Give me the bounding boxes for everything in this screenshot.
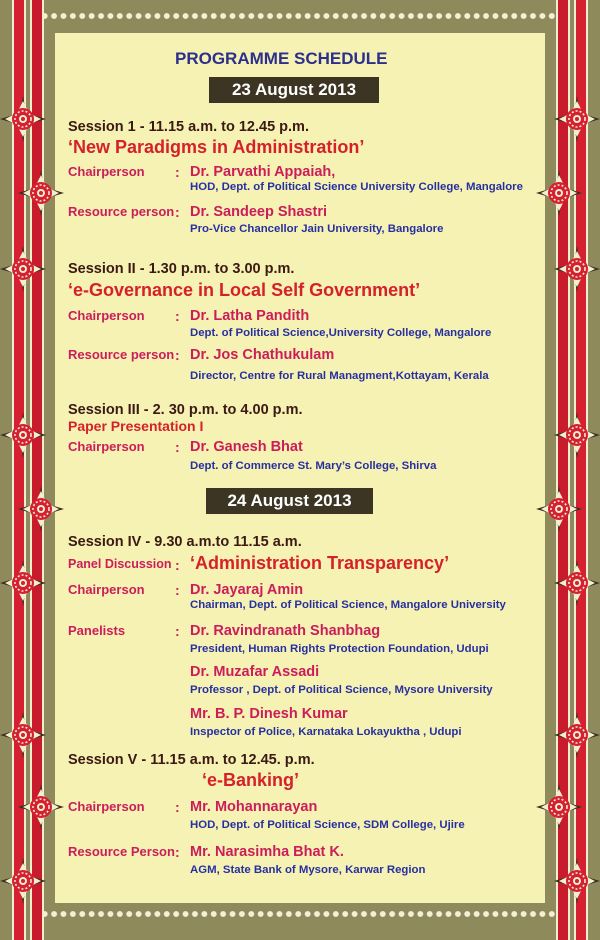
session4-chair-affiliation: Chairman, Dept. of Political Science, Mangalore University xyxy=(190,599,506,611)
session2-chair-label: Chairperson xyxy=(68,308,145,323)
session2-heading: Session II - 1.30 p.m. to 3.00 p.m. xyxy=(68,261,295,277)
session1-theme: ‘New Paradigms in Administration’ xyxy=(68,137,365,157)
session5-chair-affiliation: HOD, Dept. of Political Science, SDM College, Ujire xyxy=(190,819,465,831)
panelist-affiliation: President, Human Rights Protection Foundation, Udupi xyxy=(190,643,489,655)
rosette-icon xyxy=(0,712,46,758)
rosette-icon xyxy=(0,560,46,606)
session3-chair-label: Chairperson xyxy=(68,439,145,454)
session2-chair-name: Dr. Latha Pandith xyxy=(190,308,310,324)
panelist-name: Dr. Ravindranath Shanbhag xyxy=(190,623,381,639)
session5-heading: Session V - 11.15 a.m. to 12.45. p.m. xyxy=(68,752,315,768)
dotted-border-bottom xyxy=(40,909,560,919)
session5-chair-name: Mr. Mohannarayan xyxy=(190,799,318,815)
rosette-icon xyxy=(554,712,600,758)
session1-chair-affiliation: HOD, Dept. of Political Science University College, Mangalore xyxy=(190,181,523,193)
session5-theme: ‘e-Banking’ xyxy=(202,770,300,790)
session2-theme: ‘e-Governance in Local Self Government’ xyxy=(68,280,421,300)
separator: : xyxy=(175,623,180,639)
session1-chair-name: Dr. Parvathi Appaiah, xyxy=(190,164,336,180)
date-badge-day1: 23 August 2013 xyxy=(209,77,379,103)
session2-resource-name: Dr. Jos Chathukulam xyxy=(190,347,335,363)
session1-heading: Session 1 - 11.15 a.m. to 12.45 p.m. xyxy=(68,119,309,135)
session4-panel-label: Panel Discussion xyxy=(68,557,172,571)
session5-resource-affiliation: AGM, State Bank of Mysore, Karwar Region xyxy=(190,864,426,876)
rosette-icon xyxy=(536,486,582,532)
rosette-icon xyxy=(554,560,600,606)
session5-chair-label: Chairperson xyxy=(68,799,145,814)
session2-resource-label: Resource person xyxy=(68,347,175,362)
rosette-icon xyxy=(554,412,600,458)
session4-chair-label: Chairperson xyxy=(68,582,145,597)
session2-resource-affiliation: Director, Centre for Rural Managment,Kottayam, Kerala xyxy=(190,370,489,382)
rosette-icon xyxy=(554,96,600,142)
rosette-icon xyxy=(536,784,582,830)
session5-resource-label: Resource Person xyxy=(68,844,175,859)
rosette-icon xyxy=(0,412,46,458)
panelist-affiliation: Inspector of Police, Karnataka Lokayuktha , Udupi xyxy=(190,726,462,738)
separator: : xyxy=(175,844,180,860)
session3-subheading: Paper Presentation I xyxy=(68,418,204,434)
rosette-icon xyxy=(536,170,582,216)
panelist-name: Dr. Muzafar Assadi xyxy=(190,664,320,680)
session5-resource-name: Mr. Narasimha Bhat K. xyxy=(190,844,344,860)
panelist-affiliation: Professor , Dept. of Political Science, Mysore University xyxy=(190,684,493,696)
separator: : xyxy=(175,164,180,180)
dotted-border-top xyxy=(40,11,560,21)
session2-chair-affiliation: Dept. of Political Science,University College, Mangalore xyxy=(190,327,492,339)
session3-chair-affiliation: Dept. of Commerce St. Mary’s College, Shirva xyxy=(190,460,437,472)
session1-chair-label: Chairperson xyxy=(68,164,145,179)
panelist-name: Mr. B. P. Dinesh Kumar xyxy=(190,706,348,722)
rosette-icon xyxy=(554,858,600,904)
rosette-icon xyxy=(18,486,64,532)
separator: : xyxy=(175,582,180,598)
separator: : xyxy=(175,308,180,324)
rosette-icon xyxy=(18,784,64,830)
page-title: PROGRAMME SCHEDULE xyxy=(175,49,388,68)
session4-panelists-label: Panelists xyxy=(68,623,126,638)
session4-theme: ‘Administration Transparency’ xyxy=(190,553,450,573)
rosette-icon xyxy=(18,170,64,216)
rosette-icon xyxy=(0,96,46,142)
session1-resource-name: Dr. Sandeep Shastri xyxy=(190,204,327,220)
rosette-icon xyxy=(0,246,46,292)
separator: : xyxy=(175,439,180,455)
session3-heading: Session III - 2. 30 p.m. to 4.00 p.m. xyxy=(68,402,303,418)
session4-chair-name: Dr. Jayaraj Amin xyxy=(190,582,304,598)
rosette-icon xyxy=(0,858,46,904)
separator: : xyxy=(175,204,180,220)
separator: : xyxy=(175,347,180,363)
session1-resource-label: Resource person xyxy=(68,204,175,219)
session4-heading: Session IV - 9.30 a.m.to 11.15 a.m. xyxy=(68,534,302,550)
separator: : xyxy=(175,799,180,815)
session1-resource-affiliation: Pro-Vice Chancellor Jain University, Bangalore xyxy=(190,223,444,235)
date-badge-day2: 24 August 2013 xyxy=(206,488,373,514)
session3-chair-name: Dr. Ganesh Bhat xyxy=(190,439,303,455)
schedule-panel xyxy=(55,33,545,903)
rosette-icon xyxy=(554,246,600,292)
separator: : xyxy=(175,557,180,573)
